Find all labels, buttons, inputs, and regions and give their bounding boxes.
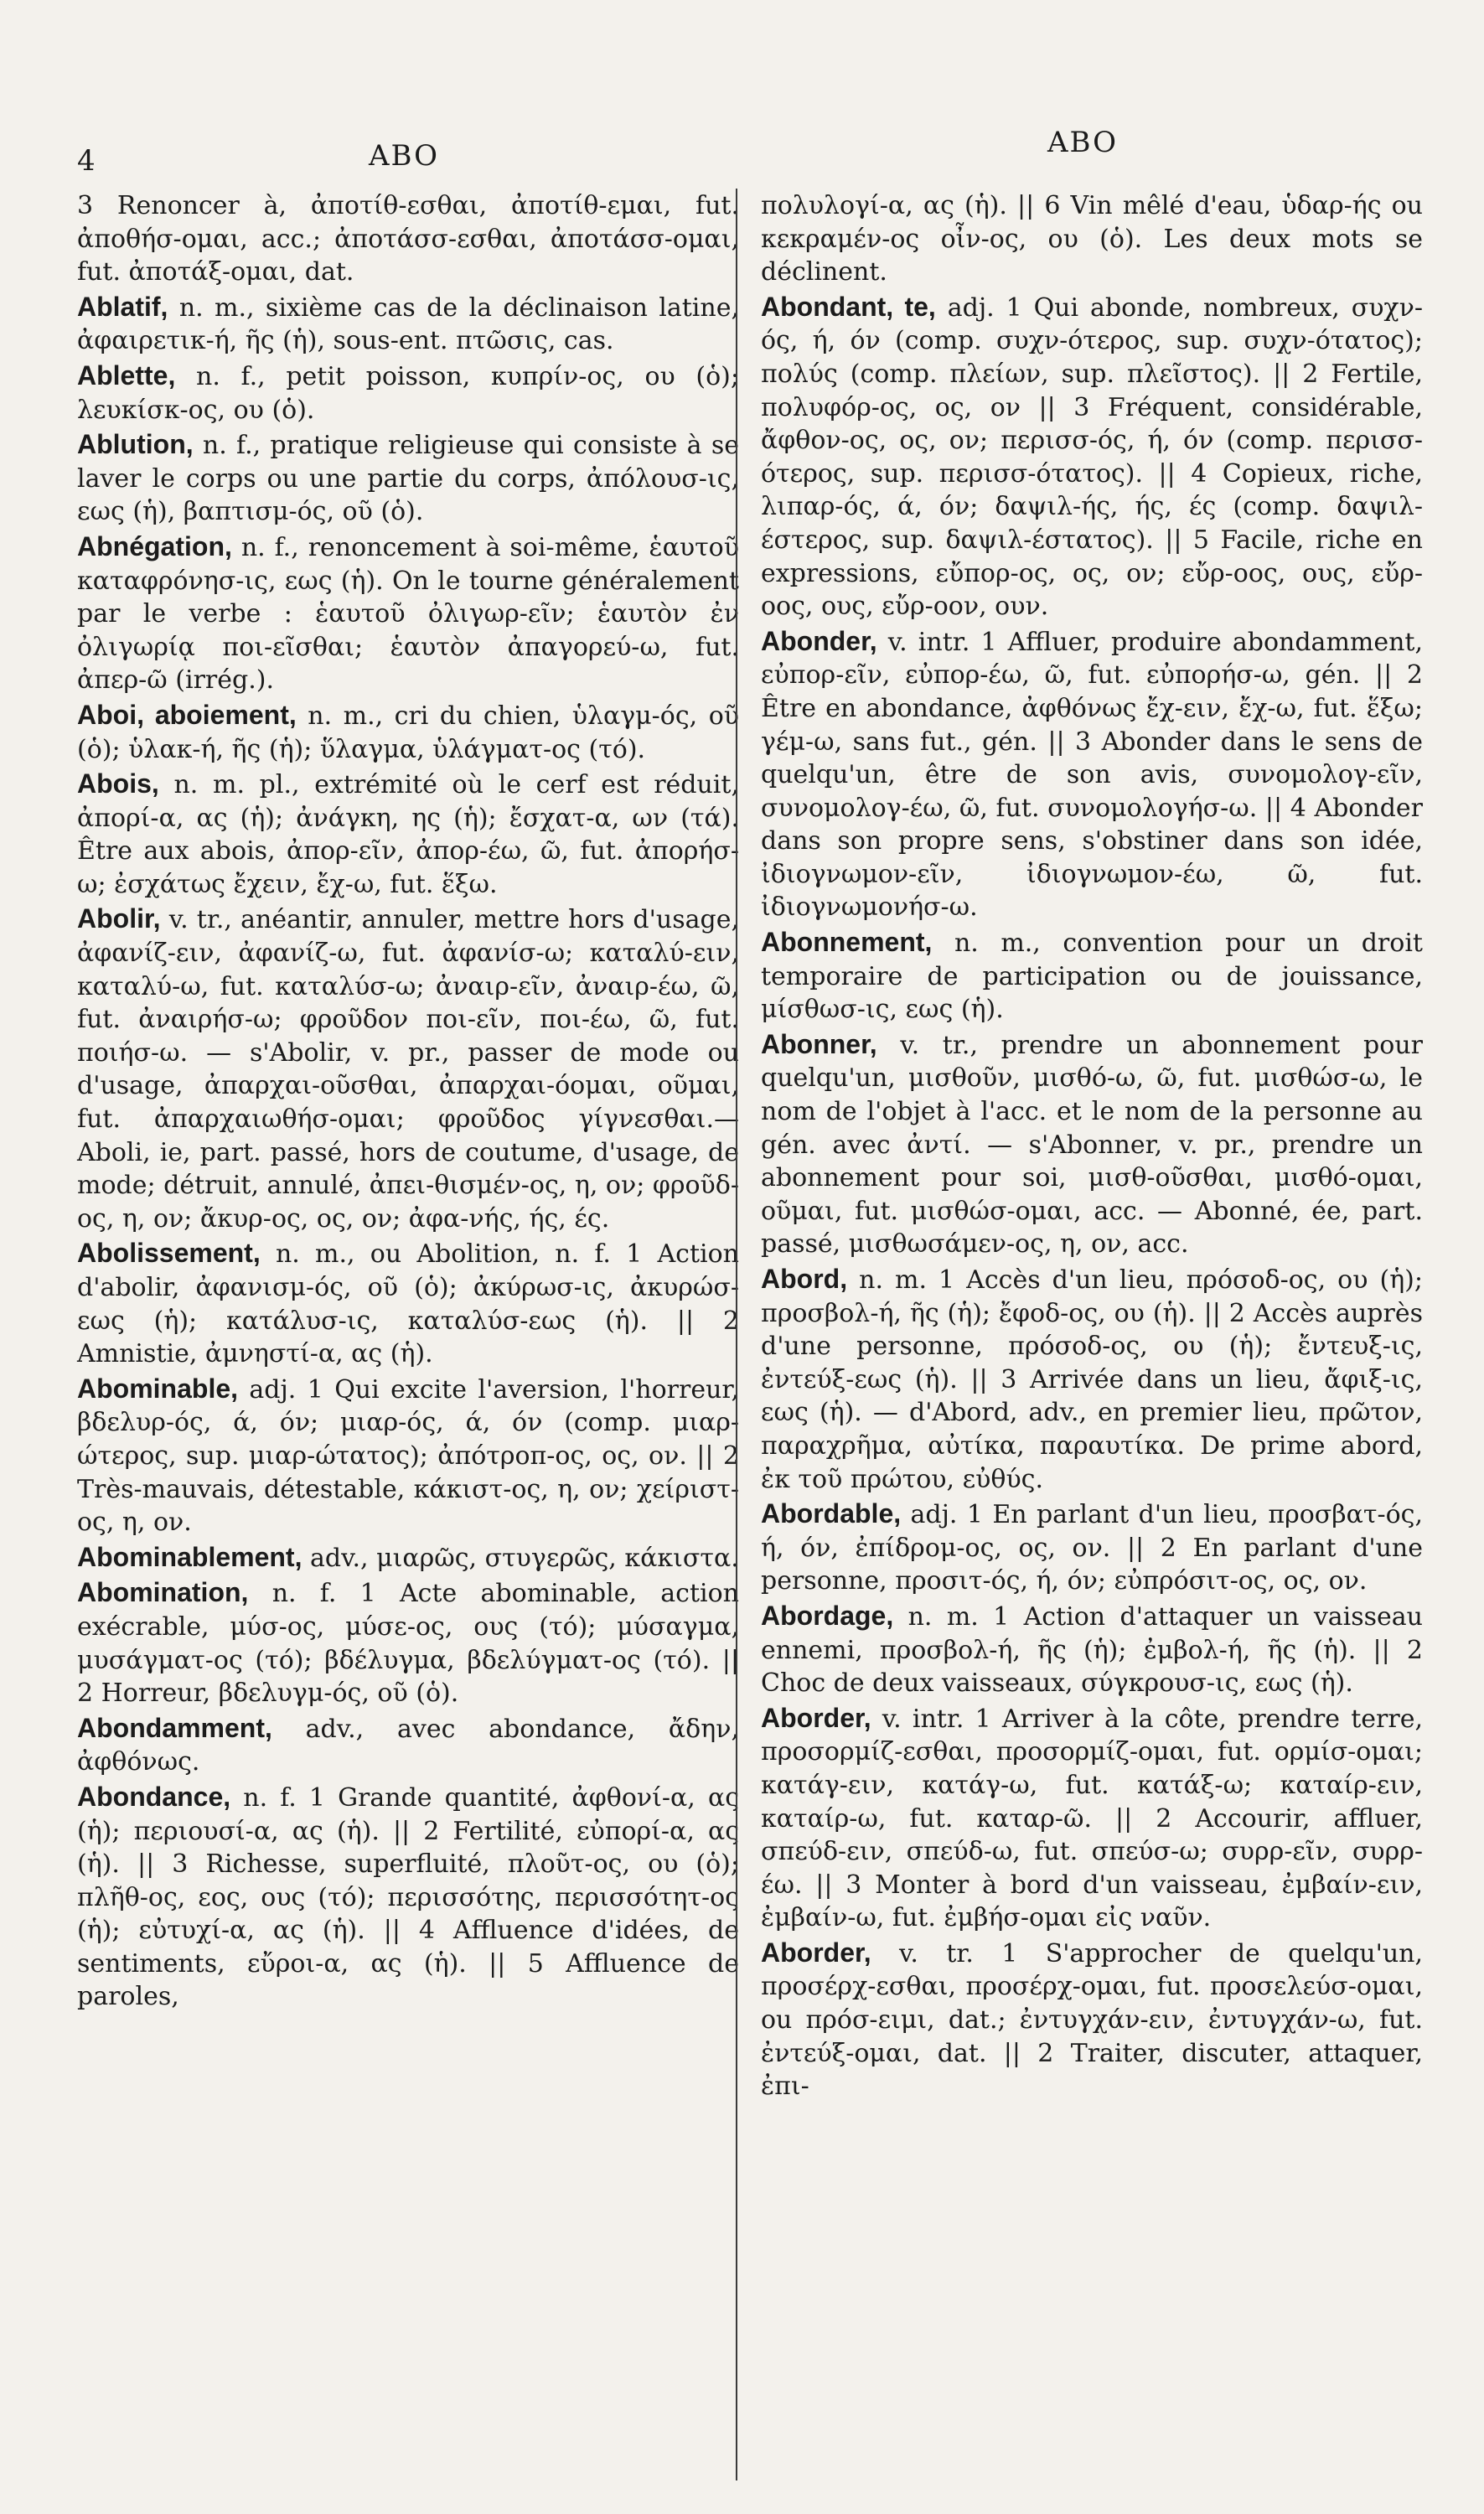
dictionary-entry bbox=[77, 291, 739, 358]
dictionary-entry bbox=[77, 1781, 739, 2014]
entry-body: n. m., ou Abolition, n. f. 1 Action d'abolir, ἀφανισμ-ός, οῦ (ὁ); ἀκύρωσ-ις, ἀκυρώσ-εως (ἡ); κατάλυσ-ις, καταλύσ-εως (ἡ). || 2 Amnistie, ἀμνηστί-α, ας (ἡ). bbox=[77, 1239, 739, 1369]
entry-body: πολυλογί-α, ας (ἡ). || 6 Vin mêlé d'eau, ὑδαρ-ής ou κεκραμέν-ος οἶν-ος, ου (ὁ). Les deux mots se déclinent. bbox=[761, 191, 1423, 287]
dictionary-entry bbox=[761, 1028, 1423, 1261]
dictionary-entry bbox=[77, 699, 739, 766]
entry-body: n. f. 1 Grande quantité, ἀφθονί-α, ας (ἡ); περιουσί-α, ας (ἡ). || 2 Fertilité, εὐπορί-α, ας (ἡ). || 3 Richesse, superfluité, πλοῦτ-ος, ου (ὁ); πλῆθ-ος, εος, ους (τό); περισσότης, περισσότητ-ος (ἡ); εὐτυχί-α, ας (ἡ). || 4 Affluence d'idées, de sentiments, εὔροι-α, ας (ἡ). || 5 Affluence de paroles, bbox=[77, 1782, 740, 2012]
dictionary-entry bbox=[77, 768, 739, 901]
entry-body: v. intr. 1 Affluer, produire abondamment, εὐπορ-εῖν, εὐπορ-έω, ῶ, fut. εὐπορήσ-ω, gén. || 2 Être en abondance, ἀφθόνως ἔχ-ειν, ἔχ-ω, fut. ἕξω; γέμ-ω, sans fut., gén. || 3 Abonder dans le sens de quelqu'un, être de son avis, συνομολογ-εῖν, συνομολογ-έω, ῶ, fut. συνομολογήσ-ω. || 4 Abonder dans son propre sens, s'obstiner dans son idée, ἰδιογνωμον-εῖν, ἰδιογνωμον-έω, ῶ, fut. ἰδιογνωμονήσ-ω. bbox=[761, 627, 1424, 923]
entry-headword: Ablette, bbox=[77, 360, 176, 391]
entry-body: n. f., renoncement à soi-même, ἑαυτοῦ καταφρόνησ-ις, εως (ἡ). On le tourne généralement par le verbe : ἑαυτοῦ ὀλιγωρ-εῖν; ἑαυτὸν ἐν ὀλιγωρίᾳ ποι-εῖσθαι; ἑαυτὸν ἀπαγορεύ-ω, fut. ἀπερ-ῶ (irrég.). bbox=[77, 532, 739, 696]
entry-headword: Abondance, bbox=[77, 1781, 231, 1812]
entry-body: v. tr. 1 S'approcher de quelqu'un, προσέρχ-εσθαι, προσέρχ-ομαι, fut. προσελεύσ-ομαι, ou πρόσ-ειμι, dat.; ἐντυγχάν-ειν, ἐντυγχάν-ω, fut. ἐντεύξ-ομαι, dat. || 2 Traiter, discuter, attaquer, ἐπι- bbox=[761, 1938, 1423, 2102]
entry-headword: Aborder, bbox=[761, 1702, 871, 1733]
dictionary-entry bbox=[761, 1702, 1423, 1935]
dictionary-entry bbox=[761, 1498, 1423, 1598]
entry-headword: Abondamment, bbox=[77, 1712, 272, 1743]
entry-headword: Abondant, te, bbox=[761, 291, 936, 322]
entry-headword: Ablatif, bbox=[77, 291, 168, 322]
entry-body: adj. 1 Qui abonde, nombreux, συχν-ός, ή, όν (comp. συχν-ότερος, sup. συχν-ότατος); πολύς (comp. πλείων, sup. πλεῖστος). || 2 Fertile, πολυφόρ-ος, ος, ον || 3 Fréquent, considérable, ἄφθον-ος, ος, ον; περισσ-ός, ή, όν (comp. περισσ-ότερος, sup. περισσ-ότατος). || 4 Copieux, riche, λιπαρ-ός, ά, όν; δαψιλ-ής, ής, ές (comp. δαψιλ-έστερος, sup. δαψιλ-έστατος). || 5 Facile, riche en expressions, εὔπορ-ος, ος, ον; εὔρ-οος, ους, εὔρ-οος, ους, εὔρ-οον, ουν. bbox=[761, 292, 1423, 622]
entry-headword: Aborder, bbox=[761, 1937, 871, 1968]
entry-body: adj. 1 En parlant d'un lieu, προσβατ-ός, ή, όν, ἐπίδρομ-ος, ος, ον. || 2 En parlant d'une personne, προσιτ-ός, ή, όν; εὐπρόσιτ-ος, ος, ον. bbox=[761, 1500, 1423, 1596]
entry-body: adv., avec abondance, ἄδην, ἀφθόνως. bbox=[77, 1714, 739, 1777]
dictionary-entry bbox=[761, 625, 1423, 924]
entry-body: v. tr., prendre un abonnement pour quelqu'un, μισθοῦν, μισθό-ω, ῶ, fut. μισθώσ-ω, le nom de l'objet à l'acc. et le nom de la personne au gén. avec ἀντί. — s'Abonner, v. pr., prendre un abonnement pour soi, μισθ-οῦσθαι, μισθό-ομαι, οῦμαι, fut. μισθώσ-ομαι, acc. — Abonné, ée, part. passé, μισθωσάμεν-ος, η, ον, acc. bbox=[761, 1030, 1423, 1260]
dictionary-entry bbox=[761, 1263, 1423, 1496]
entry-body: v. intr. 1 Arriver à la côte, prendre terre, προσορμίζ-εσθαι, προσορμίζ-ομαι, fut. ορμίσ-ομαι; κατάγ-ειν, κατάγ-ω, fut. κατάξ-ω; καταίρ-ειν, καταίρ-ω, fut. καταρ-ῶ. || 2 Accourir, affluer, σπεύδ-ειν, σπεύδ-ω, fut. σπεύσ-ω; συρρ-εῖν, συρρ-έω. || 3 Monter à bord d'un vaisseau, ἐμβαίν-ειν, ἐμβαίν-ω, fut. ἐμβήσ-ομαι εἰς ναῦν. bbox=[761, 1704, 1423, 1933]
entry-body: n. m., cri du chien, ὑλαγμ-ός, οῦ (ὁ); ὑλακ-ή, ῆς (ἡ); ὕλαγμα, ὑλάγματ-ος (τό). bbox=[77, 701, 739, 764]
entry-body: n. f. 1 Acte abominable, action exécrable, μύσ-ος, μύσε-ος, ους (τό); μύσαγμα, μυσάγματ-ος (τό); βδέλυγμα, βδελύγματ-ος (τό). || 2 Horreur, βδελυγμ-ός, οῦ (ὁ). bbox=[77, 1579, 739, 1709]
entry-headword: Abnégation, bbox=[77, 530, 232, 561]
dictionary-entry bbox=[77, 189, 739, 289]
entry-headword: Aboi, aboiement, bbox=[77, 699, 297, 730]
entry-headword: Abonder, bbox=[761, 625, 877, 656]
entry-body: v. tr., anéantir, annuler, mettre hors d'usage, ἀφανίζ-ειν, ἀφανίζ-ω, fut. ἀφανίσ-ω; καταλύ-ειν, καταλύ-ω, fut. καταλύσ-ω; ἀναιρ-εῖν, ἀναιρ-έω, ῶ, fut. ἀναιρήσ-ω; φροῦδον ποι-εῖν, ποι-έω, ῶ, fut. ποιήσ-ω. — s'Abolir, v. pr., passer de mode ou d'usage, ἀπαρχαι-οῦσθαι, ἀπαρχαι-όομαι, οῦμαι, fut. ἀπαρχαιωθήσ-ομαι; φροῦδος γίγνεσθαι.— Aboli, ie, part. passé, hors de coutume, d'usage, de mode; détruit, annulé, ἀπει-θισμέν-ος, η, ον; φροῦδ-ος, η, ον; ἄκυρ-ος, ος, ον; ἀφα-νής, ής, ές. bbox=[77, 905, 739, 1234]
left-column bbox=[77, 189, 739, 2015]
entry-headword: Abonner, bbox=[761, 1028, 877, 1059]
entry-body: adj. 1 Qui excite l'aversion, l'horreur, βδελυρ-ός, ά, όν; μιαρ-ός, ά, όν (comp. μιαρ-ώτερος, sup. μιαρ-ώτατος); ἀπότροπ-ος, ος, ον. || 2 Très-mauvais, détestable, κάκιστ-ος, η, ον; χείριστ-ος, η, ον. bbox=[77, 1374, 739, 1538]
entry-body: adv., μιαρῶς, στυγερῶς, κάκιστα. bbox=[310, 1543, 739, 1573]
dictionary-entry bbox=[77, 1237, 739, 1370]
entry-headword: Ablution, bbox=[77, 429, 194, 460]
dictionary-entry bbox=[77, 1373, 739, 1539]
entry-headword: Abolir, bbox=[77, 903, 161, 934]
dictionary-entry bbox=[761, 189, 1423, 289]
dictionary-entry bbox=[77, 1576, 739, 1710]
page-number: 4 bbox=[77, 144, 96, 178]
dictionary-entry bbox=[77, 903, 739, 1235]
entry-headword: Abominable, bbox=[77, 1373, 239, 1404]
dictionary-entry bbox=[77, 1712, 739, 1779]
running-head-left: ABO bbox=[369, 139, 440, 173]
entry-headword: Abordage, bbox=[761, 1600, 894, 1631]
entry-headword: Abominablement, bbox=[77, 1541, 302, 1572]
dictionary-entry bbox=[761, 1937, 1423, 2103]
column-divider bbox=[736, 189, 737, 2480]
entry-headword: Abordable, bbox=[761, 1498, 902, 1529]
dictionary-entry bbox=[77, 360, 739, 427]
entry-headword: Abois, bbox=[77, 768, 159, 799]
dictionary-entry bbox=[77, 428, 739, 529]
entry-body: n. m. pl., extrémité où le cerf est réduit, ἀπορί-α, ας (ἡ); ἀνάγκη, ης (ἡ); ἔσχατ-α, ων (τά). Être aux abois, ἀπορ-εῖν, ἀπορ-έω, ῶ, fut. ἀπορήσ-ω; ἐσχάτως ἔχειν, ἔχ-ω, fut. ἕξω. bbox=[77, 770, 739, 899]
dictionary-entry bbox=[761, 926, 1423, 1027]
entry-headword: Abord, bbox=[761, 1264, 848, 1294]
dictionary-entry bbox=[77, 1541, 739, 1575]
entry-body: 3 Renoncer à, ἀποτίθ-εσθαι, ἀποτίθ-εμαι, fut. ἀποθήσ-ομαι, acc.; ἀποτάσσ-εσθαι, ἀποτάσσ-ομαι, fut. ἀποτάξ-ομαι, dat. bbox=[77, 191, 739, 287]
entry-headword: Abolissement, bbox=[77, 1238, 261, 1269]
dictionary-entry bbox=[761, 291, 1423, 623]
entry-body: n. m. 1 Accès d'un lieu, πρόσοδ-ος, ου (ἡ); προσβολ-ή, ῆς (ἡ); ἔφοδ-ος, ου (ἡ). || 2 Accès auprès d'une personne, πρόσοδ-ος, ου (ἡ); ἔντευξ-ις, ἐντεύξ-εως (ἡ). || 3 Arrivée dans un lieu, ἄφιξ-ις, εως (ἡ). — d'Abord, adv., en premier lieu, πρῶτον, παραχρῆμα, αὐτίκα, παραυτίκα. De prime abord, ἐκ τοῦ πρώτου, εὐθύς. bbox=[761, 1265, 1423, 1494]
entry-body: n. m., convention pour un droit temporaire de participation ou de jouissance, μίσθωσ-ις, εως (ἡ). bbox=[761, 929, 1423, 1025]
dictionary-entry bbox=[77, 530, 739, 697]
entry-headword: Abonnement, bbox=[761, 927, 933, 958]
running-head-right: ABO bbox=[1047, 126, 1119, 159]
page-header bbox=[0, 126, 1484, 176]
right-column bbox=[761, 189, 1423, 2105]
dictionary-entry bbox=[761, 1600, 1423, 1700]
entry-body: n. f., pratique religieuse qui consiste à se laver le corps ou une partie du corps, ἀπόλουσ-ις, εως (ἡ), βαπτισμ-ός, οῦ (ὁ). bbox=[77, 431, 739, 527]
entry-body: n. m., sixième cas de la déclinaison latine, ἀφαιρετικ-ή, ῆς (ἡ), sous-ent. πτῶσις, cas. bbox=[77, 292, 739, 356]
entry-body: n. m. 1 Action d'attaquer un vaisseau ennemi, προσβολ-ή, ῆς (ἡ); ἐμβολ-ή, ῆς (ἡ). || 2 Choc de deux vaisseaux, σύγκρουσ-ις, εως (ἡ). bbox=[761, 1601, 1423, 1699]
entry-headword: Abomination, bbox=[77, 1577, 249, 1608]
entry-body: n. f., petit poisson, κυπρίν-ος, ου (ὁ); λευκίσκ-ος, ου (ὁ). bbox=[77, 361, 739, 425]
